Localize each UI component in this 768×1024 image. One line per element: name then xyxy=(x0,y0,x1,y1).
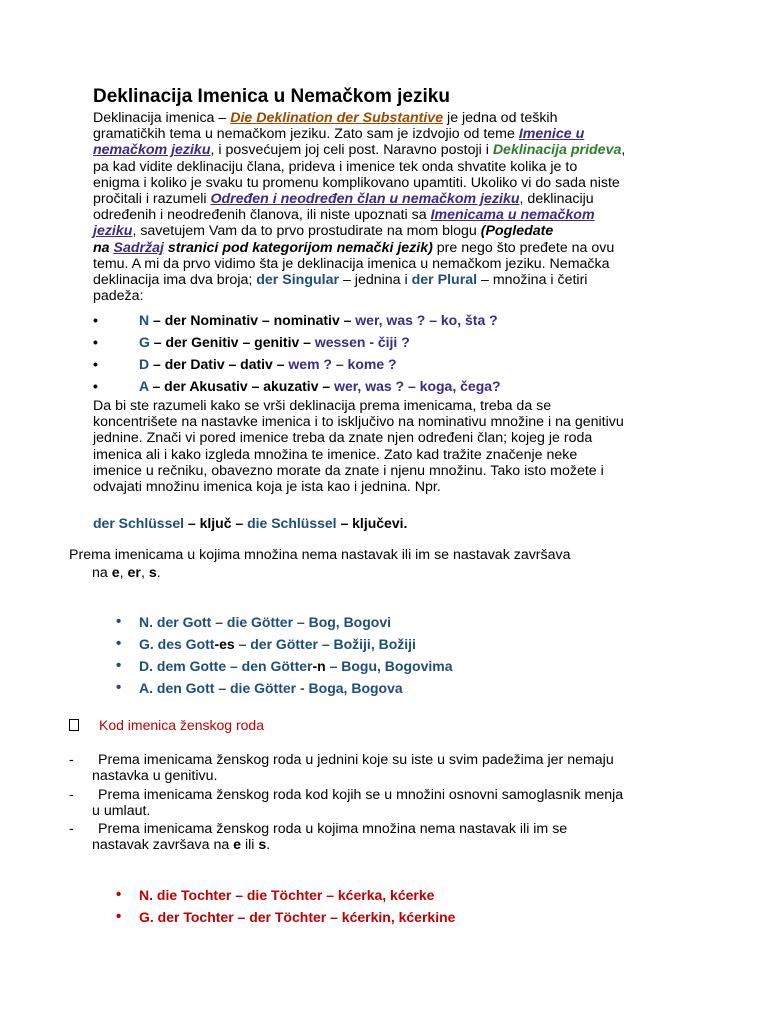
text-span: – jednina i xyxy=(339,272,412,289)
intro-line xyxy=(93,223,693,239)
text-span: , savetujem Vam da to prvo prostudirate na mom blogu xyxy=(132,223,481,240)
case-question: wer, was ? – koga, čega? xyxy=(334,378,501,394)
ending-e: e xyxy=(111,565,120,581)
text-span: pročitali i razumeli xyxy=(93,191,211,208)
rule-line: Prema imenicama ženskog roda kod kojih se u množini osnovni samoglasnik menja xyxy=(98,786,624,803)
case-letter: A xyxy=(139,378,149,394)
prema-paragraph xyxy=(69,546,571,582)
link-imenicama[interactable]: jeziku xyxy=(93,223,133,240)
body-line: Da bi ste razumeli kako se vrši deklinacija prema imenicama, treba da se xyxy=(93,398,552,414)
bullet-icon: • xyxy=(116,635,122,652)
intro-line: padeža: xyxy=(93,288,144,305)
page-title: Deklinacija Imenica u Nemačkom jeziku xyxy=(93,86,450,107)
tochter-text: G. der Tochter – der Töchter – kćerkin, kćerkine xyxy=(139,909,456,925)
dash-marker: - xyxy=(69,752,74,768)
rule-line xyxy=(92,837,623,853)
intro-line: temu. A mi da prvo vidimo šta je deklinacija imenica u nemačkom jeziku. Nemačka xyxy=(93,255,610,272)
link-imenice[interactable]: nemačkom jeziku xyxy=(93,142,211,159)
case-name: – der Akusativ – akuzativ – xyxy=(148,378,335,394)
text-span: A. den Gott – die Götter - Boga, Bogova xyxy=(139,680,403,696)
text-span: , xyxy=(140,565,149,581)
body-line: jednine. Znači vi pored imenice treba da znate njen određeni član; kojeg je roda xyxy=(93,430,593,447)
text-span: deklinacija ima dva broja; xyxy=(93,272,257,289)
text-span: na xyxy=(92,565,112,581)
bullet-icon: • xyxy=(93,356,98,372)
text-span: na xyxy=(93,239,114,256)
ending-span: -es xyxy=(214,636,235,652)
text-span: pre nego što pređete na ovu xyxy=(432,239,615,256)
rule-item xyxy=(69,821,623,854)
body-line: odvajati množinu imenica koja je ista kao i jednina. Npr. xyxy=(93,479,441,496)
case-question: wem ? – kome ? xyxy=(288,356,397,372)
example-text: – ključ – xyxy=(184,515,248,531)
term-plural: der Plural xyxy=(411,272,478,289)
text-span: nastavak završava na xyxy=(92,837,234,854)
text-span: . xyxy=(266,837,271,854)
prema-line xyxy=(92,564,571,582)
bullet-icon: • xyxy=(93,334,98,350)
body-paragraph xyxy=(93,398,693,495)
intro-line: pa kad vidite deklinaciju člana, prideva i imenice tek onda shvatite kolika je to xyxy=(93,158,578,175)
body-line: imenice u rečniku, obavezno morate da znate i njenu množinu. Tako isto možete i xyxy=(93,462,604,479)
body-line: koncentrišete na nastavke imenica i to isključivo na nominativu množine i na genitivu xyxy=(93,414,624,431)
text-span: D. dem Gotte – den Götter xyxy=(139,658,313,674)
bullet-icon: • xyxy=(116,679,122,696)
ending-span: -n xyxy=(312,658,326,674)
text-span: , xyxy=(621,142,626,159)
text-span: , deklinaciju xyxy=(519,191,594,208)
case-text xyxy=(139,356,397,372)
feminine-rules xyxy=(69,752,623,854)
prema-line: Prema imenicama u kojima množina nema nastavak ili im se nastavak završava xyxy=(69,547,571,563)
case-text xyxy=(139,378,501,394)
text-span: stranici pod kategorijom nemački jezik) xyxy=(163,239,433,256)
intro-line xyxy=(93,142,693,158)
ending-s: s xyxy=(258,837,267,854)
feminine-heading-text: Kod imenica ženskog roda xyxy=(99,717,264,733)
tochter-text: N. die Tochter – die Töchter – kćerka, kćerke xyxy=(139,887,435,903)
case-question: wessen - čiji ? xyxy=(314,334,410,350)
gott-text xyxy=(139,658,452,674)
intro-line xyxy=(93,207,693,223)
dash-marker: - xyxy=(69,786,74,803)
case-question: wer, was ? – ko, šta ? xyxy=(355,312,498,328)
text-span: određenih i neodređenih članova, ili niste upoznati sa xyxy=(93,207,431,224)
term-singular: der Singular xyxy=(256,272,340,289)
ending-e: e xyxy=(233,837,242,854)
example-line xyxy=(93,515,407,531)
link-die-deklination[interactable]: Die Deklination der Substantive xyxy=(230,110,444,126)
case-name: – der Nominativ – nominativ – xyxy=(149,312,356,328)
dash-marker: - xyxy=(69,821,74,838)
rule-line: Prema imenicama ženskog roda u kojima množina nema nastavak ili im se xyxy=(98,821,568,838)
text-span: . xyxy=(156,565,161,581)
text-span: – množina i četiri xyxy=(477,272,588,289)
intro-paragraph xyxy=(93,110,693,304)
gott-text xyxy=(139,680,403,696)
ending-s: s xyxy=(148,565,157,581)
gott-text xyxy=(139,636,416,652)
bullet-icon: • xyxy=(116,657,122,674)
text-span: gramatičkih tema u nemačkom jeziku. Zato sam je izdvojio od teme xyxy=(93,126,519,143)
bullet-icon: • xyxy=(116,613,122,630)
rule-line: u umlaut. xyxy=(92,802,151,819)
text-span: ili xyxy=(241,837,259,854)
example-singular: der Schlüssel xyxy=(93,515,185,531)
link-deklinacija-prideva[interactable]: Deklinacija prideva xyxy=(492,142,622,159)
text-span: – Bogu, Bogovima xyxy=(325,658,453,674)
link-odredjen-clan[interactable]: Određen i neodređen član u nemačkom jeziku xyxy=(210,191,520,208)
intro-line xyxy=(93,126,693,142)
case-letter: G xyxy=(139,334,150,350)
text-span: je jedna od teških xyxy=(443,110,558,126)
text-span: , xyxy=(119,565,128,581)
bullet-icon: • xyxy=(116,908,122,925)
case-letter: D xyxy=(139,356,150,372)
link-sadrzaj[interactable]: Sadržaj xyxy=(113,239,164,256)
intro-line xyxy=(93,272,693,288)
bullet-icon: • xyxy=(93,378,98,394)
text-span: G. des Gott xyxy=(139,636,215,652)
body-line: imenica ali i kako izgleda množina te imenice. Zato kad tražite značenje neke xyxy=(93,446,578,463)
rule-item xyxy=(69,752,623,785)
rule-line: Prema imenicama ženskog roda u jednini koje su iste u svim padežima jer nemaju xyxy=(98,752,614,768)
rule-line: nastavka u genitivu. xyxy=(92,768,218,785)
gott-text xyxy=(139,614,391,630)
example-plural: die Schlüssel xyxy=(247,515,337,531)
bullet-icon: • xyxy=(116,886,122,903)
text-span: , i posvećujem joj celi post. Naravno postoji i xyxy=(210,142,493,159)
ending-er: er xyxy=(127,565,141,581)
text-span: N. der Gott – die Götter – Bog, Bogovi xyxy=(139,614,392,630)
text-span: Deklinacija imenica – xyxy=(93,110,231,126)
case-name: – der Genitiv – genitiv – xyxy=(149,334,315,350)
intro-line xyxy=(93,240,693,256)
intro-line xyxy=(93,191,693,207)
checkbox-icon xyxy=(69,719,79,731)
link-imenicama[interactable]: Imenicama u nemačkom xyxy=(430,207,595,224)
case-name: – der Dativ – dativ – xyxy=(149,356,289,372)
case-letter: N xyxy=(139,312,150,328)
case-text xyxy=(139,312,498,328)
case-text xyxy=(139,334,410,350)
intro-line xyxy=(93,110,693,126)
feminine-heading xyxy=(69,717,264,733)
intro-line: enigma i koliko je svaku tu promenu komplikovano upamtiti. Ukoliko vi do sada niste xyxy=(93,174,620,191)
link-imenice[interactable]: Imenice u xyxy=(518,126,585,143)
text-span: – der Götter – Božiji, Božiji xyxy=(234,636,416,652)
example-text: – ključevi. xyxy=(336,515,408,531)
rule-item xyxy=(69,787,623,820)
text-span: (Pogledate xyxy=(480,223,554,240)
bullet-icon: • xyxy=(93,312,98,328)
